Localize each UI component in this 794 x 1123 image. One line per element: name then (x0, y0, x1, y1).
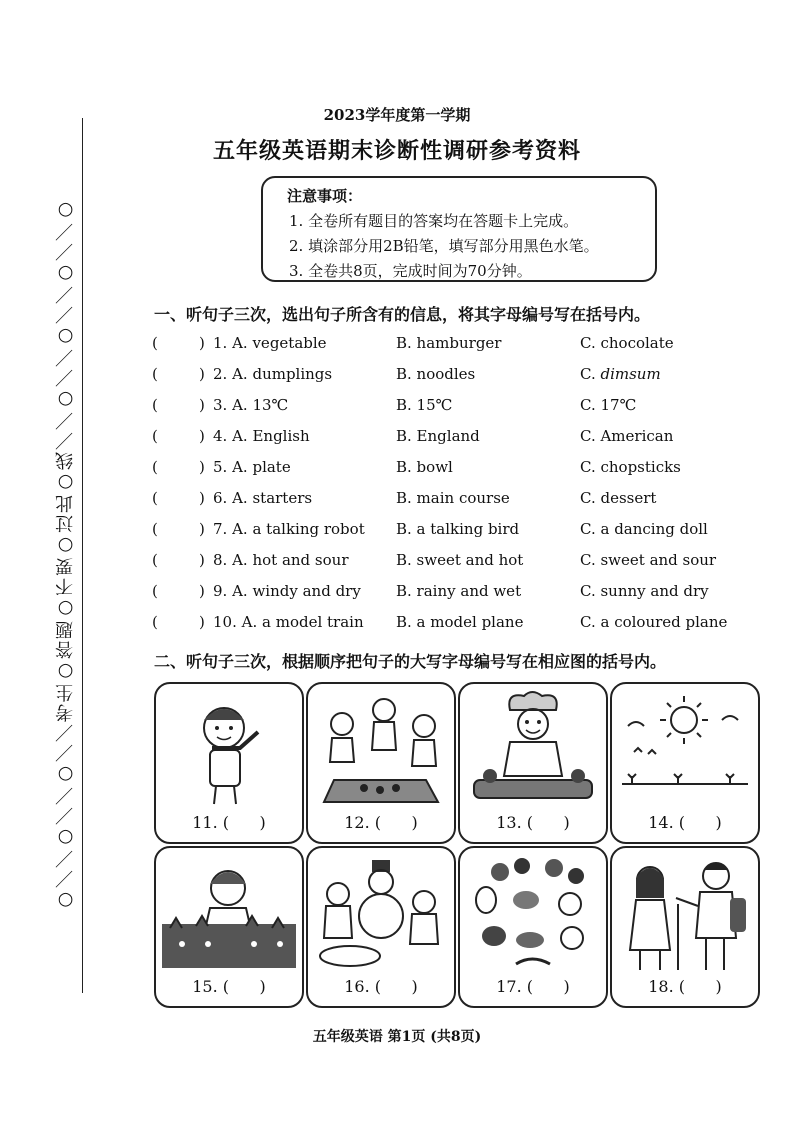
picture-card-13[interactable] (458, 682, 608, 844)
question-row (152, 520, 752, 544)
answer-paren[interactable]: ( (152, 396, 158, 414)
question-label: 12. ( ) (344, 813, 418, 832)
option-c: C. sunny and dry (580, 582, 709, 600)
question-number: 9. (213, 582, 228, 600)
option-c: C. a coloured plane (580, 613, 728, 631)
question-row (152, 396, 752, 420)
option-a: A. a model train (241, 613, 364, 631)
option-a: A. hot and sour (232, 551, 349, 569)
answer-paren-close: ) (199, 582, 205, 600)
exam-term: 2023学年度第一学期 (323, 106, 471, 124)
question-label: 17. ( ) (496, 977, 570, 996)
question-label: 16. ( ) (344, 977, 418, 996)
option-b: B. noodles (396, 365, 476, 383)
option-a: A. a talking robot (232, 520, 365, 538)
option-c (580, 365, 661, 383)
option-b: B. England (396, 427, 480, 445)
question-number: 1. (213, 334, 228, 352)
question-row (152, 334, 752, 358)
question-row (152, 551, 752, 575)
picture-card-14[interactable] (610, 682, 760, 844)
option-b: B. rainy and wet (396, 582, 522, 600)
children-with-snowman-illustration (314, 854, 448, 974)
boy-with-scarf-illustration (162, 690, 296, 810)
option-b: B. main course (396, 489, 510, 507)
option-b: B. sweet and hot (396, 551, 524, 569)
answer-paren-close: ) (199, 551, 205, 569)
option-a: A. dumplings (232, 365, 333, 383)
question-number: 7. (213, 520, 228, 538)
page-title: 五年级英语期末诊断性调研参考资料 (212, 138, 581, 164)
answer-paren[interactable]: ( (152, 458, 158, 476)
answer-paren[interactable]: ( (152, 520, 158, 538)
option-c: C. chocolate (580, 334, 674, 352)
binding-margin-text: ○／／○／／○／／考生○答题○不要○过此○线／／○／／○／／○／／○ (55, 198, 76, 912)
option-a: A. plate (232, 458, 291, 476)
answer-paren[interactable]: ( (152, 613, 158, 631)
option-c: C. dessert (580, 489, 657, 507)
question-number: 8. (213, 551, 228, 569)
question-number: 10. (213, 613, 237, 631)
picture-card-15[interactable] (154, 846, 304, 1008)
vegetables-and-fruit-illustration (466, 854, 600, 974)
option-c: C. chopsticks (580, 458, 681, 476)
question-number: 6. (213, 489, 228, 507)
cook-with-food-illustration (466, 690, 600, 810)
binding-line (82, 118, 83, 993)
notice-heading: 注意事项： (287, 187, 363, 205)
answer-paren[interactable]: ( (152, 582, 158, 600)
question-label: 18. ( ) (648, 977, 722, 996)
question-row (152, 365, 752, 389)
option-b: B. a talking bird (396, 520, 520, 538)
picture-card-17[interactable] (458, 846, 608, 1008)
option-a: A. 13℃ (232, 396, 289, 414)
option-b: B. bowl (396, 458, 453, 476)
question-row (152, 582, 752, 606)
option-c: C. 17℃ (580, 396, 637, 414)
answer-paren-close: ) (199, 365, 205, 383)
question-label: 13. ( ) (496, 813, 570, 832)
option-b: B. a model plane (396, 613, 524, 631)
picture-card-16[interactable] (306, 846, 456, 1008)
woman-with-cats-illustration (162, 854, 296, 974)
answer-paren-close: ) (199, 520, 205, 538)
question-row (152, 427, 752, 451)
answer-paren[interactable]: ( (152, 334, 158, 352)
picture-card-18[interactable] (610, 846, 760, 1008)
option-c: C. American (580, 427, 674, 445)
question-row (152, 613, 752, 637)
option-b: B. hamburger (396, 334, 502, 352)
answer-paren-close: ) (199, 489, 205, 507)
notice-box (261, 176, 657, 282)
answer-paren-close: ) (199, 396, 205, 414)
question-number: 4. (213, 427, 228, 445)
option-c-letter: C. (580, 365, 601, 383)
notice-item: 3. 全卷共8页，完成时间为70分钟。 (289, 262, 532, 280)
sunny-day-illustration (618, 690, 752, 810)
section-1-title: 一、听句子三次，选出句子所含有的信息，将其字母编号写在括号内。 (154, 305, 651, 324)
question-number: 2. (213, 365, 228, 383)
answer-paren-close: ) (199, 458, 205, 476)
question-label: 14. ( ) (648, 813, 722, 832)
option-c-text: dimsum (600, 365, 661, 383)
option-b: B. 15℃ (396, 396, 453, 414)
picture-card-11[interactable] (154, 682, 304, 844)
family-picnic-illustration (314, 690, 448, 810)
option-c: C. a dancing doll (580, 520, 708, 538)
notice-item: 1. 全卷所有题目的答案均在答题卡上完成。 (289, 212, 579, 230)
option-a: A. windy and dry (232, 582, 361, 600)
option-c: C. sweet and sour (580, 551, 717, 569)
option-a: A. starters (232, 489, 313, 507)
answer-paren-close: ) (199, 334, 205, 352)
question-label: 11. ( ) (192, 813, 266, 832)
reporter-interview-illustration (618, 854, 752, 974)
notice-item: 2. 填涂部分用2B铅笔，填写部分用黑色水笔。 (289, 237, 599, 255)
option-a: A. English (232, 427, 310, 445)
answer-paren[interactable]: ( (152, 551, 158, 569)
answer-paren[interactable]: ( (152, 365, 158, 383)
option-a: A. vegetable (232, 334, 327, 352)
question-row (152, 489, 752, 513)
section-2-title: 二、听句子三次，根据顺序把句子的大写字母编号写在相应图的括号内。 (154, 652, 667, 671)
answer-paren[interactable]: ( (152, 427, 158, 445)
question-label: 15. ( ) (192, 977, 266, 996)
question-number: 3. (213, 396, 228, 414)
question-row (152, 458, 752, 482)
picture-card-12[interactable] (306, 682, 456, 844)
answer-paren-close: ) (199, 613, 205, 631)
question-number: 5. (213, 458, 228, 476)
answer-paren[interactable]: ( (152, 489, 158, 507)
answer-paren-close: ) (199, 427, 205, 445)
page-footer: 五年级英语 第1页 (共8页) (312, 1029, 482, 1045)
